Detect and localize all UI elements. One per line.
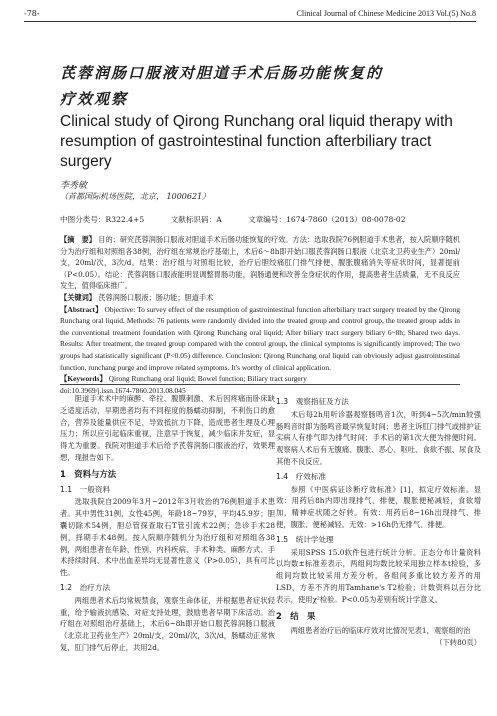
page-header (24, 6, 476, 22)
keywords-cn-label: 【关键词】 (60, 292, 96, 302)
paragraph-1-4: 参照《中医病证诊断疗效标准》[1]，拟定疗效标准。显效：用药后8h内即出现排气、排便，腹胀便秘减轻，食欲增加，精神症状随之好转。有效：用药后8~16h出现排气、排便，腹胀、便秘减轻。无效：>16h仍无排气、排便。 (276, 484, 481, 529)
paragraph-2: 两组患者治疗后的临床疗效对比情况见表1，观察组的治 (290, 626, 471, 636)
abstract-en-label: 【Abstract】 (60, 304, 103, 314)
body-left-column (60, 393, 275, 654)
chinese-title-line-2: 疗效观察 (60, 90, 129, 108)
doi: doi:10.3969/j.issn.1674-7860.2013.08.045 (60, 385, 186, 395)
abstract-cn (60, 234, 460, 292)
subsection-1-1: 1.1 一般资料 (60, 484, 111, 494)
keywords-cn (60, 292, 460, 304)
keywords-cn-text: 芪蓉润肠口服液；肠功能；胆道手术 (98, 292, 214, 302)
document-code: 文献标识码：A (170, 215, 222, 224)
abstract-block (60, 234, 460, 396)
section-divider (60, 384, 460, 385)
paragraph-1-2: 两组患者术后均常规禁食，观察生命体征，并根据患者症状轻重，给予输液抗感染、对症支持处理，鼓励患者早期下床活动。治疗组在对照组治疗基础上，术后6~8h即开始口服芪蓉润肠口服液（北京北卫药业生产）20ml/支，20ml/次，3次/d，肠蠕动正常恢复，肛门排气后停止，共用2d。 (60, 595, 275, 652)
chinese-title (60, 60, 460, 112)
keywords-en-label: 【Keywords】 (60, 374, 107, 384)
abstract-cn-label: 【摘 要】 (60, 235, 96, 244)
abstract-en (60, 304, 460, 374)
clc-number: 中图分类号：R322.4+5 (60, 215, 145, 224)
paragraph-1-5: 采用SPSS 15.0软件包进行统计分析。正态分布计量资料以均数±标准差表示，两组间均数比较采用独立样本t检验，多组间均数比较采用方差分析，各组间多重比较方差齐的用LSD，方差不齐的用Tamhane's T2检验；计数资料以百分比表示，使用χ²检验。P<0.05为差别有统计学意义。 (276, 547, 481, 604)
article-id: 文章编号：1674-7860（2013）08-0078-02 (248, 215, 406, 224)
continued-note: （下转80页） (435, 638, 481, 648)
english-title: Clinical study of Qirong Runchang oral liquid therapy with resumption of gastrointestinal function afterbiliary tract surgery (60, 113, 453, 170)
paragraph-1-1: 选取我院自2009年3月~2012年3月收治的76例胆道手术患者。其中男性31例，女性45例，年龄18~79岁，平均45.9岁；胆囊切除术54例，胆总管探查取石T管引流术22例；急诊手术28例，择期手术48例。按入院顺序随机分为治疗组和对照组各38例，两组患者在年龄、性别、内科疾病、手术种类、麻醉方式、手术持续时间、术中出血差异均无显著性意义（P>0.05），具有可比性。 (60, 497, 275, 578)
affiliation: （首都国际机场医院，北京， 1000621） (60, 192, 211, 201)
abstract-cn-text: 目的：研究芪蓉润肠口服液对胆道手术后肠功能恢复的疗效。方法：选取我院76例胆道手术患者，按入院顺序随机分为治疗组和对照组各38例，治疗组在常规治疗基础上，术后6～8h即开始口服芪蓉润肠口服液（北京北卫药业生产）20ml/支，20ml/次，3次/d。结果：治疗组与对照组比较，治疗后胆绞痛肛门排气排便、腹胀腹痛消失等症状时间，显著提前（P<0.05）。结论：芪蓉润肠口服液能明显调整胃肠功能，润肠通便和改善全身症状的作用，提高患者生活质量，无不良反应发生，值得临床推广。 (60, 235, 460, 291)
section-heading-2: 2 结 果 (276, 610, 316, 621)
page-number: -78- (24, 9, 40, 18)
paragraph-1-3: 术后每2h用听诊器观察肠鸣音1次，听到4~5次/min较强肠鸣音时即为肠鸣音最早恢复时间；患者主诉肛门排气或排护证实病人有排气即为排气时间；手术后的第1次大便为排便时间。观察病人术后有无腹痛、腹胀、恶心、呕吐、食欲不振、尿食及其他不良反应。 (276, 409, 481, 466)
subsection-1-2: 1.2 治疗方法 (60, 582, 111, 592)
journal-name: Clinical Journal of Chinese Medicine 2013 Vol.(5) No.8 (296, 9, 476, 18)
keywords-en-text: Qirong Runchang oral liquid; Bowel function; Biliary tract surgery (108, 374, 307, 384)
chinese-title-line-1: 芪蓉润肠口服液对胆道手术后肠功能恢复的 (60, 64, 384, 82)
intro-paragraph: 胆道手术术中的麻醉、牵拉、腹膜刺激、术后因疼痛而卧床缺乏适度活动，早期患者均有不同程度的肠蠕动抑制，不利伤口的愈合，营养及能量供应不足，导致抵抗力下降，造成患者生理及心理压力；所以应引起临床重视，注意早于恢复，减少临床并发症，显得尤为重要。我院对胆道手术后给予芪蓉润肠口服液治疗，效果理想，现报告如下。 (60, 394, 275, 462)
body-right-column (276, 393, 481, 649)
abstract-en-text: Objective: To survey effect of the resumption of gastrointestinal function afterbiliary tract surgery treated by the Qirong Runchang oral liquid. Methods: 76 patients were randomly divided into the treated group and control group, the treated group adds in the conventional treatment foundation with Qirong Runchang oral liquid; After biliary tract surgery biliary 6~8h; Shared two days. Results: After treatment, the treated group compared with the control group, the clinical symptoms is significantly improved; The two groups had statistically significant (P<0.05) difference. Conclusion: Qirong Runchang oral liquid can obviously adjust gastrointestinal function, runchang purge and improve related symptoms. It's worthy of clinical application. (60, 304, 460, 372)
subsection-1-5: 1.5 统计学处理 (276, 534, 334, 544)
authors: 李秀敏 (60, 181, 88, 191)
section-heading-1: 1 资料与方法 (60, 468, 117, 479)
subsection-1-4: 1.4 疗效标准 (276, 471, 327, 481)
subsection-1-3: 1.3 观察指征及方法 (276, 397, 349, 406)
classification-line (60, 214, 460, 225)
keywords-en (60, 373, 460, 385)
